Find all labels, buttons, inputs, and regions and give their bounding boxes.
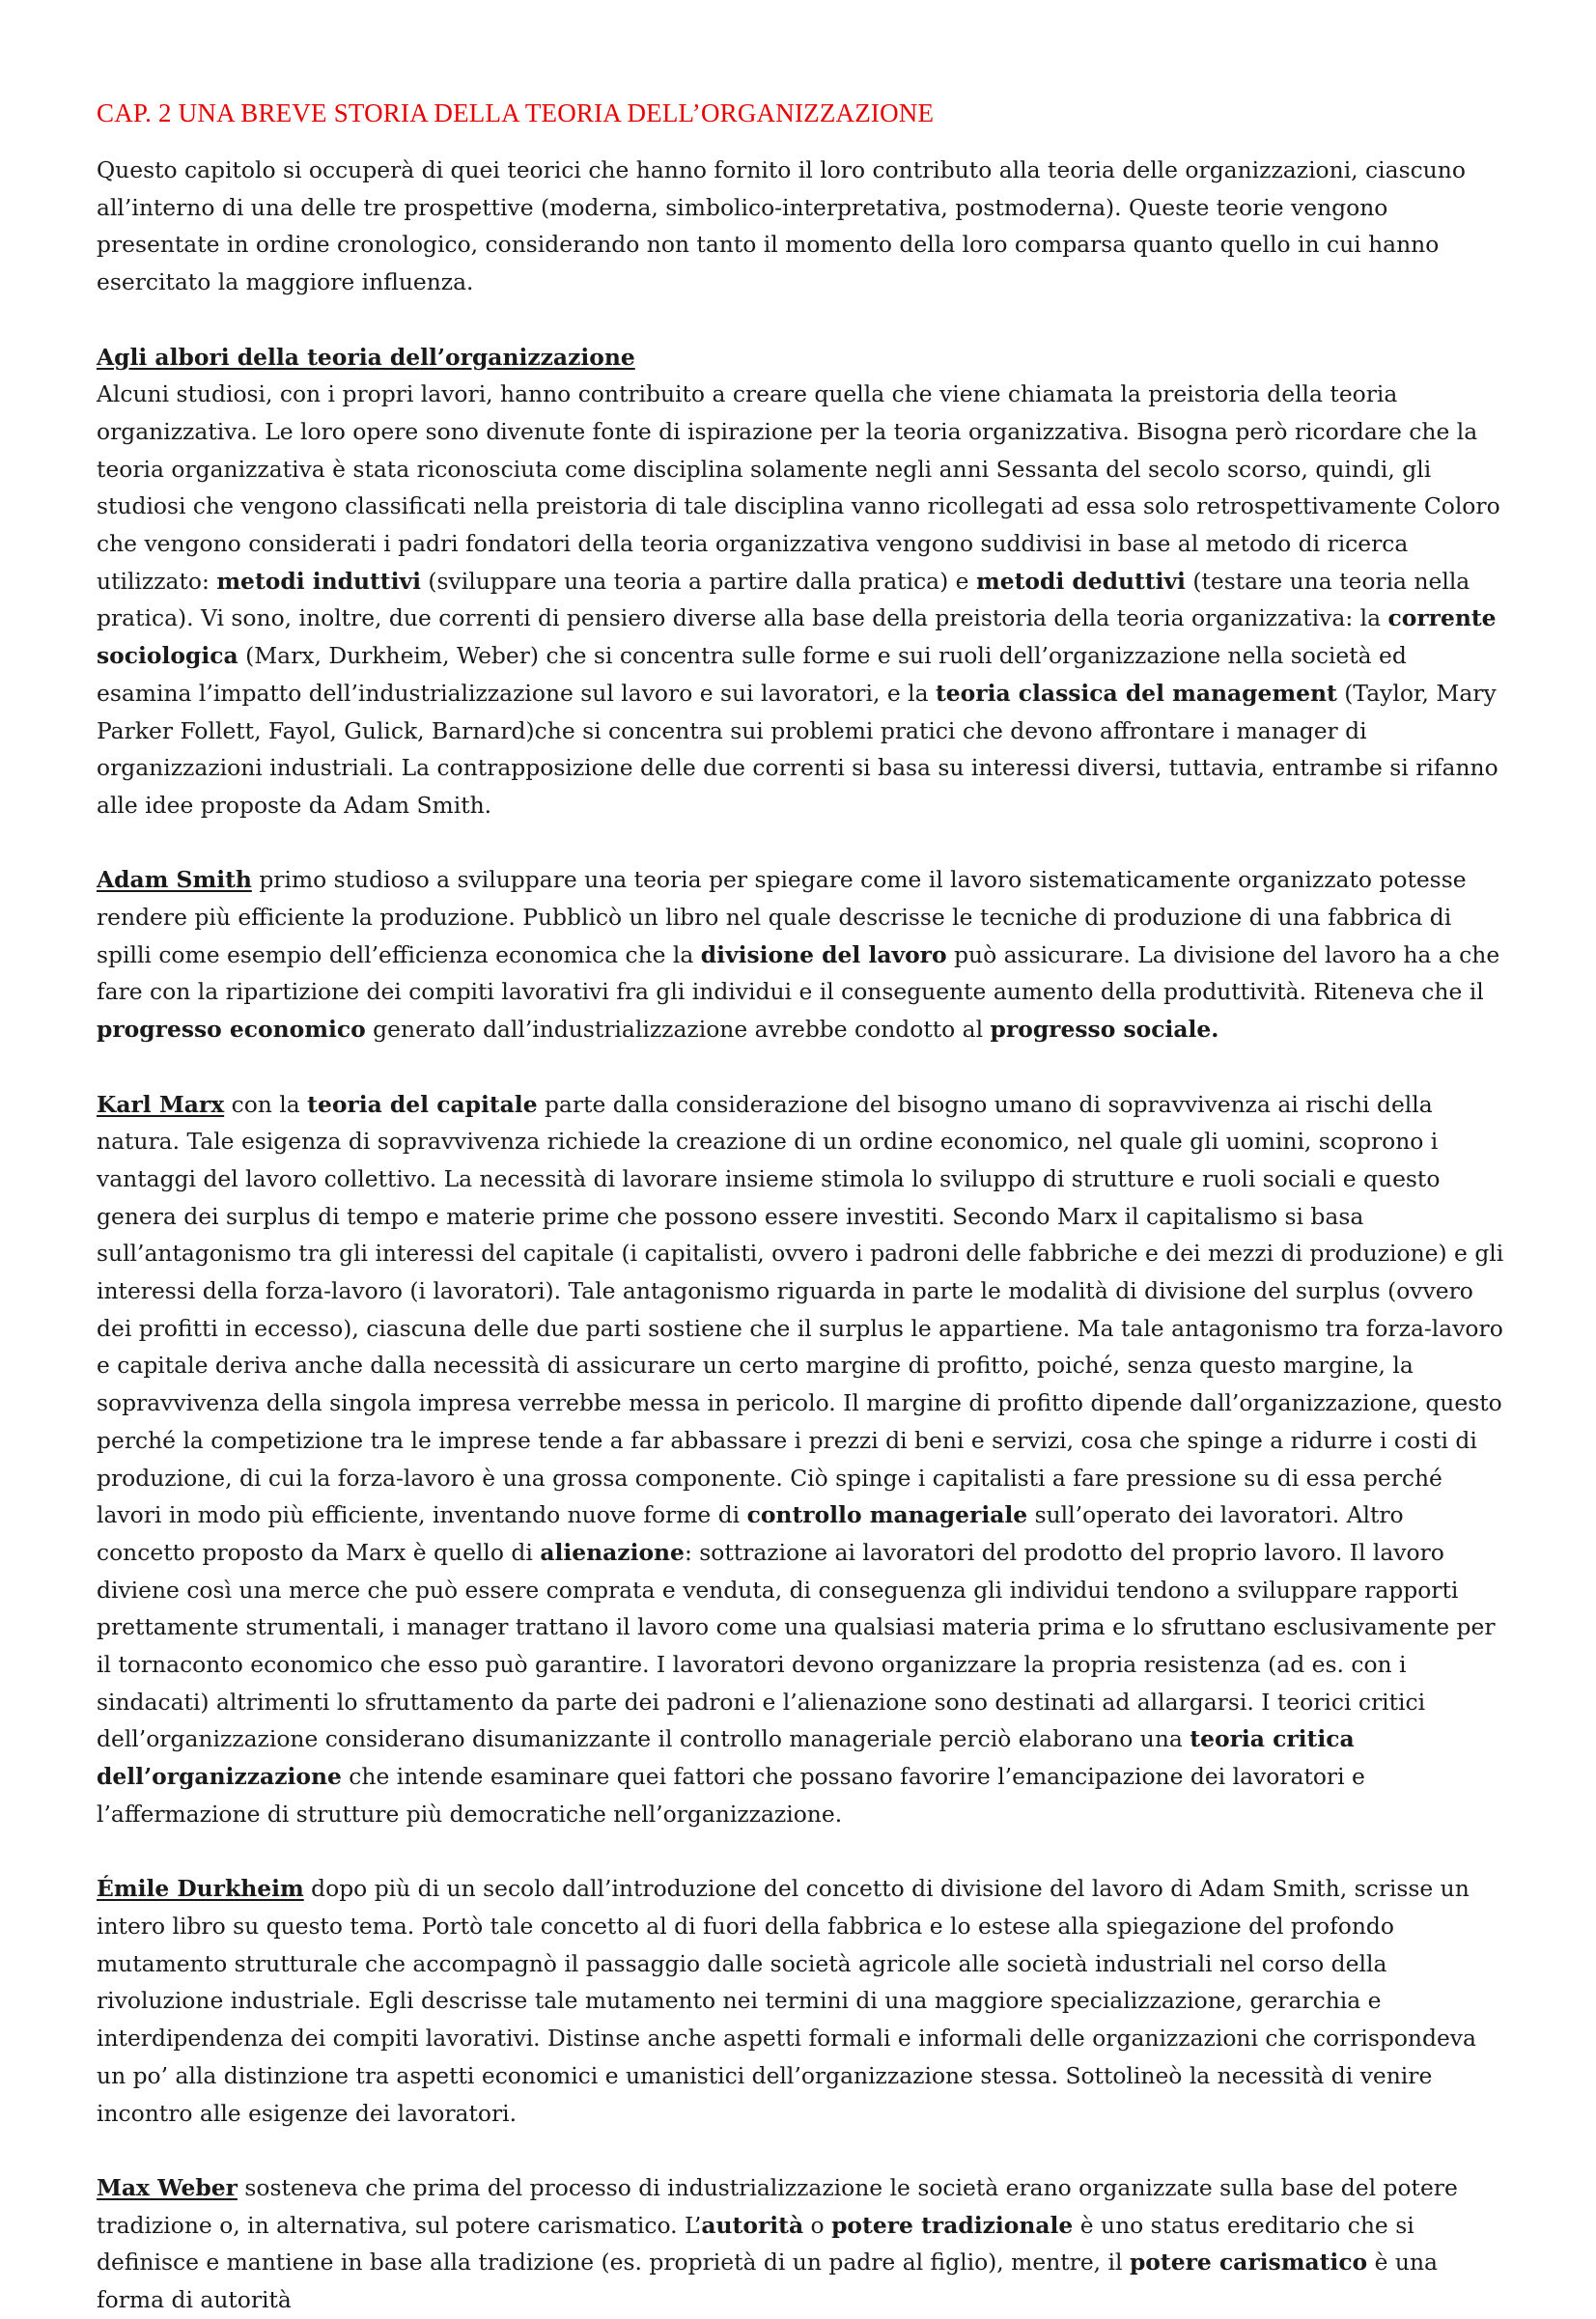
text-run: può assicurare. La divisione del lavoro ha a che fare con la ripartizione dei compiti lavorativi fra gli individui e il conseguente aumento della produttività. Riteneva che il: [97, 940, 1500, 1006]
term-progresso-economico: progresso economico: [97, 1016, 366, 1044]
weber-paragraph: [97, 2169, 1506, 2319]
author-name-smith: Adam Smith: [97, 866, 252, 894]
author-name-marx: Karl Marx: [97, 1090, 225, 1118]
text-run: è uno status ereditario che si definisce e mantiene in base alla tradizione (es. proprietà di un padre al figlio), mentre, il: [97, 2211, 1414, 2277]
text-run: con la: [224, 1090, 308, 1118]
text-run: che intende esaminare quei fattori che possano favorire l’emancipazione dei lavoratori e l’affermazione di strutture più democratiche nell’organizzazione.: [97, 1763, 1365, 1828]
section-heading: [97, 339, 1506, 377]
text-run: (testare una teoria nella pratica). Vi sono, inoltre, due correnti di pensiero diverse alla base della preistoria della teoria organizzativa: la: [97, 567, 1470, 632]
term-controllo-manageriale: controllo manageriale: [746, 1501, 1028, 1529]
text-run: Alcuni studiosi, con i propri lavori, hanno contribuito a creare quella che viene chiamata la preistoria della teoria organizzativa. Le loro opere sono divenute fonte di ispirazione per la teoria organizzativa. Bisogna però ricordare che la teoria organizzativa è stata riconosciuta come disciplina solamente negli anni Sessanta del secolo scorso, quindi, gli studiosi che vengono classificati nella preistoria di tale disciplina vanno ricollegati ad essa solo retrospettivamente Coloro che vengono considerati i padri fondatori della teoria organizzativa vengono suddivisi in base al metodo di ricerca utilizzato:: [97, 380, 1500, 595]
section-heading-text: Agli albori della teoria dell’organizzazione: [97, 343, 635, 371]
text-run: (Marx, Durkheim, Weber) che si concentra sulle forme e sui ruoli dell’organizzazione nella società ed esamina l’impatto dell’industrializzazione sul lavoro e sui lavoratori, e la: [97, 642, 1407, 707]
chapter-title: CAP. 2 UNA BREVE STORIA DELLA TEORIA DELL’ORGANIZZAZIONE: [97, 98, 935, 127]
term-potere-tradizionale: potere tradizionale: [831, 2211, 1074, 2239]
text-run: sosteneva che prima del processo di industrializzazione le società erano organizzate sulla base del potere tradizione o, in alternativa, sul potere carismatico. L’: [97, 2173, 1458, 2239]
term-corrente-sociologica: corrente sociologica: [97, 604, 1497, 670]
text-run: sull’operato dei lavoratori. Altro concetto proposto da Marx è quello di: [97, 1501, 1404, 1566]
term-divisione-lavoro: divisione del lavoro: [700, 940, 947, 968]
durkheim-paragraph: [97, 1870, 1506, 2132]
intro-paragraph: [97, 152, 1506, 301]
text-run: parte dalla considerazione del bisogno umano di sopravvivenza ai rischi della natura. Tale esigenza di sopravvivenza richiede la creazione di un ordine economico, nel quale gli uomini, scoprono i vantaggi del lavoro collettivo. La necessità di lavorare insieme stimola lo sviluppo di strutture e ruoli sociali e questo genera dei surplus di tempo e materie prime che possono essere investiti. Secondo Marx il capitalismo si basa sull’antagonismo tra gli interessi del capitale (i capitalisti, ovvero i padroni delle fabbriche e dei mezzi di produzione) e gli interessi della forza-lavoro (i lavoratori). Tale antagonismo riguarda in parte le modalità di divisione del surplus (ovvero dei profitti in eccesso), ciascuna delle due parti sostiene che il surplus le appartiene. Ma tale antagonismo tra forza-lavoro e capitale deriva anche dalla necessità di assicurare un certo margine di profitto, poiché, senza questo margine, la sopravvivenza della singola impresa verrebbe messa in pericolo. Il margine di profitto dipende dall’organizzazione, questo perché la competizione tra le imprese tende a far abbassare i prezzi di beni e servizi, cosa che spinge a ridurre i costi di produzione, di cui la forza-lavoro è una grossa componente. Ciò spinge i capitalisti a fare pressione su di essa perché lavori in modo più efficiente, inventando nuove forme di: [97, 1090, 1504, 1529]
text-run: o: [803, 2211, 832, 2239]
document-page: [97, 95, 1506, 2319]
marx-paragraph: [97, 1086, 1506, 1833]
term-potere-carismatico: potere carismatico: [1129, 2249, 1368, 2277]
text-run: : sottrazione ai lavoratori del prodotto del proprio lavoro. Il lavoro diviene così una merce che può essere comprata e venduta, di conseguenza gli individui tendono a sviluppare rapporti prettamente strumentali, i manager trattano il lavoro come una qualsiasi materia prima e lo sfruttano esclusivamente per il tornaconto economico che esso può garantire. I lavoratori devono organizzare la propria resistenza (ad es. con i sindacati) altrimenti lo sfruttamento da parte dei padroni e l’alienazione sono destinati ad allargarsi. I teorici critici dell’organizzazione considerano disumanizzante il controllo manageriale perciò elaborano una: [97, 1538, 1496, 1753]
term-progresso-sociale: progresso sociale.: [990, 1016, 1219, 1044]
intro-text: Questo capitolo si occuperà di quei teorici che hanno fornito il loro contributo alla teoria delle organizzazioni, ciascuno all’interno di una delle tre prospettive (moderna, simbolico-interpretativa, postmoderna). Queste teorie vengono presentate in ordine cronologico, considerando non tanto il momento della loro comparsa quanto quello in cui hanno esercitato la maggiore influenza.: [97, 156, 1466, 296]
text-run: (sviluppare una teoria a partire dalla pratica) e: [420, 567, 976, 595]
term-metodi-induttivi: metodi induttivi: [216, 567, 421, 595]
text-run: è una forma di autorità: [97, 2249, 1438, 2313]
term-metodi-deduttivi: metodi deduttivi: [975, 567, 1186, 595]
text-run: dopo più di un secolo dall’introduzione del concetto di divisione del lavoro di Adam Smith, scrisse un intero libro su questo tema. Portò tale concetto al di fuori della fabbrica e lo estese alla spiegazione del profondo mutamento strutturale che accompagnò il passaggio dalle società agricole alle società industriali nel corso della rivoluzione industriale. Egli descrisse tale mutamento nei termini di una maggiore specializzazione, gerarchia e interdipendenza dei compiti lavorativi. Distinse anche aspetti formali e informali delle organizzazioni che corrispondeva un po’ alla distinzione tra aspetti economici e umanistici dell’organizzazione stessa. Sottolineò la necessità di venire incontro alle esigenze dei lavoratori.: [97, 1875, 1476, 2127]
author-name-durkheim: Émile Durkheim: [97, 1875, 304, 1903]
text-run: generato dall’industrializzazione avrebbe condotto al: [365, 1016, 991, 1044]
term-autorita: autorità: [701, 2211, 804, 2239]
section-paragraph: [97, 376, 1506, 824]
term-teoria-classica: teoria classica del management: [935, 679, 1337, 707]
author-name-weber: Max Weber: [97, 2173, 238, 2201]
smith-paragraph: [97, 861, 1506, 1048]
term-teoria-critica: teoria critica dell’organizzazione: [97, 1725, 1355, 1791]
text-run: primo studioso a sviluppare una teoria per spiegare come il lavoro sistematicamente organizzato potesse rendere più efficiente la produzione. Pubblicò un libro nel quale descrisse le tecniche di produzione di una fabbrica di spilli come esempio dell’efficienza economica che la: [97, 866, 1467, 968]
text-run: (Taylor, Mary Parker Follett, Fayol, Gulick, Barnard)che si concentra sui problemi pratici che devono affrontare i manager di organizzazioni industriali. La contrapposizione delle due correnti si basa su interessi diversi, tuttavia, entrambe si rifanno alle idee proposte da Adam Smith.: [97, 679, 1498, 819]
term-alienazione: alienazione: [540, 1538, 685, 1566]
term-teoria-capitale: teoria del capitale: [307, 1090, 538, 1118]
